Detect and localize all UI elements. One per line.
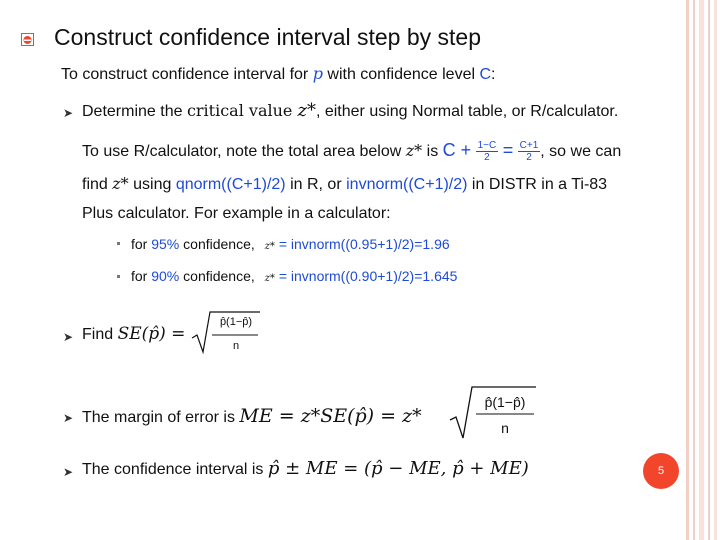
para-eq: = — [502, 140, 514, 160]
para-line2-z: z* — [112, 174, 129, 193]
sqrt-se-den: n — [232, 340, 240, 352]
fraction-1 — [476, 140, 499, 163]
bullet-arrow-icon: ➤ — [63, 106, 74, 120]
page-number-badge: 5 — [643, 453, 679, 489]
title-bullet-icon — [21, 33, 34, 46]
para-line2-invnorm: invnorm((C+1)/2) — [346, 176, 468, 193]
fraction-2-den: 2 — [526, 152, 532, 164]
para-line2-c: in R, or — [285, 176, 347, 193]
para-line-3: Plus calculator. For example in a calculator: — [82, 205, 391, 222]
bullet-interval — [82, 459, 529, 480]
para-line-2 — [82, 174, 607, 195]
bullet4-text: The confidence interval is — [82, 461, 268, 478]
para-line1-d: , so we can — [540, 143, 622, 160]
example-z: z* — [264, 273, 275, 284]
bullet-se — [82, 324, 185, 345]
decorative-rails — [686, 0, 720, 540]
bullet-arrow-icon: ➤ — [63, 330, 74, 344]
example-calc: = invnorm((0.95+1)/2)=1.96 — [278, 236, 450, 252]
bullet1-text-a: Determine the — [82, 103, 187, 120]
bullet3-expr: ME = z*SE(p̂) = z* — [239, 405, 422, 427]
example-pct: 95% — [151, 236, 180, 252]
example-post: confidence, — [179, 268, 255, 284]
rail-line — [693, 0, 695, 540]
bullet3-text: The margin of error is — [82, 409, 240, 426]
example-90 — [131, 266, 457, 289]
para-line1-c: C + — [442, 140, 472, 160]
intro-colon: : — [491, 66, 496, 83]
example-pct: 90% — [151, 268, 180, 284]
para-line2-b: using — [128, 176, 176, 193]
bullet2-text: Find — [82, 326, 118, 343]
intro-prefix: To construct confidence interval for — [61, 66, 313, 83]
fraction-1-den: 2 — [484, 152, 490, 164]
fraction-1-num: 1−C — [477, 140, 497, 152]
intro-line — [61, 64, 495, 85]
bullet1-text-c: , either using Normal table, or R/calculator. — [315, 103, 619, 120]
example-95 — [131, 234, 450, 257]
rail-line — [714, 0, 717, 540]
example-calc: = invnorm((0.90+1)/2)=1.645 — [278, 268, 458, 284]
example-post: confidence, — [179, 236, 255, 252]
rail-line — [708, 0, 710, 540]
para-line2-d: in DISTR in a Ti-83 — [467, 176, 608, 193]
para-line-1 — [82, 140, 621, 163]
sqrt-me-den: n — [501, 420, 509, 436]
fraction-2-num: C+1 — [519, 140, 539, 152]
sqrt-se-num: p̂(1−p̂) — [219, 316, 253, 328]
bullet1-symbol: z* — [297, 100, 316, 121]
sub-bullet-icon — [117, 242, 120, 245]
bullet-margin — [82, 406, 422, 428]
sub-bullet-icon — [117, 275, 120, 278]
para-line1-a: To use R/calculator, note the total area below — [82, 143, 406, 160]
rail-line — [699, 0, 704, 540]
intro-suffix: with confidence level — [322, 66, 480, 83]
bullet-critical-value — [82, 101, 618, 122]
example-z: z* — [264, 241, 275, 252]
bullet-arrow-icon: ➤ — [63, 465, 74, 479]
bullet4-expr: p̂ ± ME = (p̂ − ME, p̂ + ME) — [267, 458, 529, 479]
slide-title: Construct confidence interval step by step — [54, 24, 482, 50]
intro-level: C — [479, 66, 492, 83]
para-line2-qnorm: qnorm((C+1)/2) — [175, 176, 286, 193]
rail-line — [686, 0, 689, 540]
para-line1-z: z* — [405, 141, 423, 160]
example-pre: for — [131, 236, 152, 252]
fraction-2 — [518, 140, 541, 163]
bullet-arrow-icon: ➤ — [63, 411, 74, 425]
intro-var: p — [312, 64, 323, 83]
bullet2-expr: SE(p̂) = — [117, 324, 186, 344]
example-pre: for — [131, 268, 152, 284]
bullet1-text-b: critical value — [186, 101, 298, 120]
para-line2-a: find — [82, 176, 113, 193]
para-line1-b: is — [422, 143, 443, 160]
sqrt-me-num: p̂(1−p̂) — [484, 394, 526, 410]
